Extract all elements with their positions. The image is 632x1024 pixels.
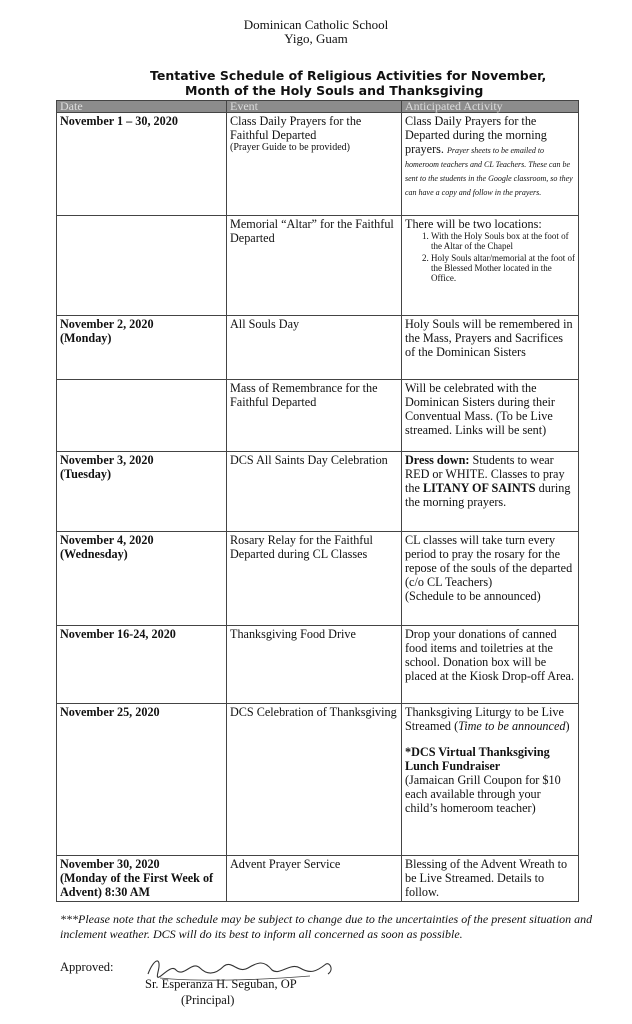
signatory-role: (Principal)	[181, 993, 235, 1007]
column-header-activity: Anticipated Activity	[402, 101, 579, 113]
row-event: Advent Prayer Service	[227, 856, 402, 902]
location-item: 2. Holy Souls altar/memorial at the foot of the Blessed Mother located in the Office.	[431, 253, 575, 283]
table-row	[57, 380, 579, 452]
activity-text-2: during the morning prayers.	[405, 481, 571, 509]
activity-text: There will be two locations:	[405, 217, 542, 231]
date-day: (Monday)	[60, 331, 112, 345]
table-row	[57, 704, 579, 856]
school-location: Yigo, Guam	[284, 31, 348, 46]
activity-text: Students to wear RED or WHITE. Classes to pray the	[405, 453, 565, 495]
event-text: Class Daily Prayers for the Faithful Departed	[230, 114, 362, 142]
date-text: November 3, 2020	[60, 453, 154, 467]
activity-extra: (Schedule to be announced)	[405, 589, 541, 603]
row-activity: Drop your donations of canned food items and toiletries at the school. Donation box will be placed at the Kiosk Drop-off Area.	[402, 626, 579, 704]
row-activity: Blessing of the Advent Wreath to be Live Streamed. Details to follow.	[402, 856, 579, 902]
row-event: Memorial “Altar” for the Faithful Departed	[227, 216, 402, 316]
row-date: November 16-24, 2020	[57, 626, 227, 704]
date-day: (Tuesday)	[60, 467, 112, 481]
signatory	[145, 976, 297, 1008]
row-activity: Will be celebrated with the Dominican Sisters during their Conventual Mass. (To be Live streamed. Links will be sent)	[402, 380, 579, 452]
activity-text: Class Daily Prayers for the Departed during the morning prayers.	[405, 114, 547, 156]
table-header-row	[57, 101, 579, 113]
location-list	[405, 231, 575, 283]
row-date: November 1 – 30, 2020	[57, 113, 227, 216]
date-text: November 2, 2020	[60, 317, 154, 331]
table-row	[57, 452, 579, 532]
title-line-2: Month of the Holy Souls and Thanksgiving	[185, 83, 484, 98]
table-row	[57, 532, 579, 626]
table-row	[57, 856, 579, 902]
row-event: DCS Celebration of Thanksgiving	[227, 704, 402, 856]
table-row	[57, 316, 579, 380]
row-event: Thanksgiving Food Drive	[227, 626, 402, 704]
fundraiser-text: (Jamaican Grill Coupon for $10 each available through your child’s homeroom teacher)	[405, 773, 561, 815]
table-row	[57, 626, 579, 704]
litany-label: LITANY OF SAINTS	[422, 481, 536, 495]
fundraiser-title: *DCS Virtual Thanksgiving Lunch Fundraiser	[405, 745, 550, 773]
title-line-1: Tentative Schedule of Religious Activities for November,	[150, 68, 547, 83]
date-day: (Monday of the First Week of Advent) 8:30 AM	[60, 871, 214, 899]
table-row	[57, 113, 579, 216]
signatory-name: Sr. Esperanza H. Seguban, OP	[145, 977, 297, 991]
row-date	[57, 856, 227, 902]
date-text: November 4, 2020	[60, 533, 154, 547]
activity-note: Prayer sheets to be emailed to homeroom teachers and CL Teachers. These can be sent to the students in the Google classroom, so they can have a copy and follow in the prayers.	[405, 146, 573, 197]
table-row	[57, 216, 579, 316]
row-event: DCS All Saints Day Celebration	[227, 452, 402, 532]
row-activity	[402, 532, 579, 626]
activity-text	[405, 705, 575, 733]
school-name: Dominican Catholic School	[243, 17, 389, 32]
activity-text: CL classes will take turn every period to pray the rosary for the repose of the souls of the departed (c/o CL Teachers)	[405, 533, 573, 589]
row-activity	[402, 704, 579, 856]
row-date	[57, 216, 227, 316]
disclaimer-note: ***Please note that the schedule may be subject to change due to the uncertainties of the present situation and inclement weather. DCS will do its best to inform all concerned as soon as possible.	[60, 912, 593, 941]
row-event: All Souls Day	[227, 316, 402, 380]
schedule-table	[56, 100, 579, 902]
row-activity	[402, 216, 579, 316]
liturgy-close: )	[565, 719, 570, 733]
row-activity	[402, 452, 579, 532]
row-event: Mass of Remembrance for the Faithful Departed	[227, 380, 402, 452]
approved-label: Approved:	[60, 960, 114, 974]
date-text: November 30, 2020	[60, 857, 160, 871]
column-header-date: Date	[57, 101, 227, 113]
event-note: (Prayer Guide to be provided)	[230, 142, 350, 153]
document-title	[150, 68, 570, 98]
row-date	[57, 316, 227, 380]
row-date: November 25, 2020	[57, 704, 227, 856]
row-date	[57, 380, 227, 452]
liturgy-text: Thanksgiving Liturgy to be Live Streamed (	[405, 705, 564, 733]
liturgy-time: Time to be announced	[458, 719, 566, 733]
row-date	[57, 532, 227, 626]
dress-down-label: Dress down:	[405, 453, 470, 467]
row-date	[57, 452, 227, 532]
row-activity	[402, 113, 579, 216]
location-item: 1. With the Holy Souls box at the foot of the Altar of the Chapel	[431, 231, 575, 251]
row-event: Rosary Relay for the Faithful Departed during CL Classes	[227, 532, 402, 626]
column-header-event: Event	[227, 101, 402, 113]
row-activity: Holy Souls will be remembered in the Mass, Prayers and Sacrifices of the Dominican Sisters	[402, 316, 579, 380]
row-event	[227, 113, 402, 216]
date-day: (Wednesday)	[60, 547, 128, 561]
school-header	[0, 18, 632, 46]
